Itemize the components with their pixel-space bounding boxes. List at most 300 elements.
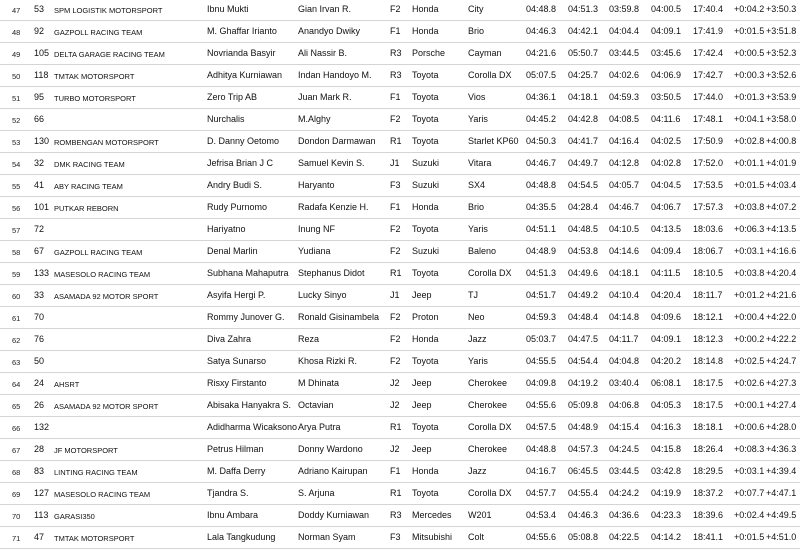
model-cell: Yaris <box>468 114 488 124</box>
total-time-cell: 18:10.5 <box>693 268 724 278</box>
table-row <box>0 373 800 395</box>
time-4-cell: 04:09.1 <box>651 334 682 344</box>
car-number-cell: 28 <box>34 444 45 454</box>
class-cell: F2 <box>390 224 401 234</box>
total-time-cell: 17:42.4 <box>693 48 724 58</box>
model-cell: Cherokee <box>468 444 508 454</box>
total-time-cell: 17:48.1 <box>693 114 724 124</box>
driver2-cell: Arya Putra <box>298 422 341 432</box>
gap-leader-cell: +3:50.3 <box>766 4 797 14</box>
car-number-cell: 130 <box>34 136 50 146</box>
gap-leader-cell: +3:52.3 <box>766 48 797 58</box>
time-4-cell: 04:23.3 <box>651 510 682 520</box>
make-cell: Suzuki <box>412 246 440 256</box>
driver1-cell: M. Daffa Derry <box>207 466 266 476</box>
time-2-cell: 04:18.1 <box>568 92 599 102</box>
class-cell: F3 <box>390 180 401 190</box>
make-cell: Toyota <box>412 356 439 366</box>
make-cell: Honda <box>412 466 439 476</box>
gap-leader-cell: +4:36.3 <box>766 444 797 454</box>
time-2-cell: 04:55.4 <box>568 488 599 498</box>
driver1-cell: Andry Budi S. <box>207 180 263 190</box>
driver1-cell: Novrianda Basyir <box>207 48 276 58</box>
total-time-cell: 17:50.9 <box>693 136 724 146</box>
car-number-cell: 53 <box>34 4 45 14</box>
time-1-cell: 04:59.3 <box>526 312 557 322</box>
total-time-cell: 17:53.5 <box>693 180 724 190</box>
class-cell: J1 <box>390 158 400 168</box>
class-cell: R1 <box>390 488 402 498</box>
model-cell: Brio <box>468 202 485 212</box>
gap-previous-cell: +0:06.3 <box>734 224 765 234</box>
car-number-cell: 47 <box>34 532 45 542</box>
time-4-cell: 04:04.5 <box>651 180 682 190</box>
driver2-cell: Adriano Kairupan <box>298 466 368 476</box>
make-cell: Toyota <box>412 114 439 124</box>
time-3-cell: 04:06.8 <box>609 400 640 410</box>
total-time-cell: 18:39.6 <box>693 510 724 520</box>
car-number-cell: 113 <box>34 510 49 520</box>
make-cell: Honda <box>412 334 439 344</box>
position-cell: 56 <box>12 204 21 213</box>
time-3-cell: 03:59.8 <box>609 4 640 14</box>
position-cell: 68 <box>12 468 21 477</box>
gap-previous-cell: +0:02.6 <box>734 378 765 388</box>
class-cell: F1 <box>390 466 401 476</box>
class-cell: F3 <box>390 532 401 542</box>
gap-previous-cell: +0:03.1 <box>734 246 765 256</box>
driver2-cell: Dondon Darmawan <box>298 136 376 146</box>
position-cell: 63 <box>12 358 21 367</box>
model-cell: W201 <box>468 510 492 520</box>
time-1-cell: 04:51.7 <box>526 290 557 300</box>
gap-leader-cell: +3:58.0 <box>766 114 797 124</box>
make-cell: Honda <box>412 4 439 14</box>
time-2-cell: 04:42.1 <box>568 26 599 36</box>
driver2-cell: Gian Irvan R. <box>298 4 352 14</box>
car-number-cell: 72 <box>34 224 45 234</box>
time-4-cell: 04:19.9 <box>651 488 682 498</box>
driver1-cell: Zero Trip AB <box>207 92 258 102</box>
time-2-cell: 04:48.4 <box>568 312 599 322</box>
gap-leader-cell: +4:51.0 <box>766 532 797 542</box>
driver1-cell: Tjandra S. <box>207 488 249 498</box>
driver2-cell: Indan Handoyo M. <box>298 70 372 80</box>
team-cell: GAZPOLL RACING TEAM <box>54 248 143 257</box>
class-cell: F2 <box>390 114 401 124</box>
time-2-cell: 05:09.8 <box>568 400 599 410</box>
driver1-cell: Abisaka Hanyakra S. <box>207 400 292 410</box>
team-cell: ROMBENGAN MOTORSPORT <box>54 138 159 147</box>
time-4-cell: 03:45.6 <box>651 48 682 58</box>
table-row <box>0 417 800 439</box>
position-cell: 60 <box>12 292 21 301</box>
total-time-cell: 17:52.0 <box>693 158 724 168</box>
table-row <box>0 263 800 285</box>
driver2-cell: Anandyo Dwiky <box>298 26 361 36</box>
car-number-cell: 26 <box>34 400 45 410</box>
total-time-cell: 18:06.7 <box>693 246 724 256</box>
model-cell: Jazz <box>468 334 487 344</box>
driver2-cell: Haryanto <box>298 180 335 190</box>
driver1-cell: Jefrisa Brian J C <box>207 158 274 168</box>
total-time-cell: 18:17.5 <box>693 400 724 410</box>
team-cell: ASAMADA 92 MOTOR SPORT <box>54 402 159 411</box>
team-cell: MASESOLO RACING TEAM <box>54 490 151 499</box>
car-number-cell: 92 <box>34 26 45 36</box>
model-cell: Corolla DX <box>468 488 512 498</box>
position-cell: 69 <box>12 490 21 499</box>
gap-previous-cell: +0:02.8 <box>734 136 765 146</box>
table-row <box>0 65 800 87</box>
table-row <box>0 461 800 483</box>
time-4-cell: 06:08.1 <box>651 378 682 388</box>
car-number-cell: 83 <box>34 466 45 476</box>
driver1-cell: M. Ghaffar Irianto <box>207 26 277 36</box>
gap-leader-cell: +4:13.5 <box>766 224 797 234</box>
table-row <box>0 241 800 263</box>
class-cell: R3 <box>390 70 402 80</box>
gap-leader-cell: +4:24.7 <box>766 356 797 366</box>
make-cell: Toyota <box>412 422 439 432</box>
position-cell: 49 <box>12 50 21 59</box>
position-cell: 58 <box>12 248 21 257</box>
position-cell: 59 <box>12 270 21 279</box>
make-cell: Toyota <box>412 136 439 146</box>
driver2-cell: Donny Wardono <box>298 444 363 454</box>
driver2-cell: Norman Syam <box>298 532 356 542</box>
table-row <box>0 87 800 109</box>
position-cell: 64 <box>12 380 21 389</box>
class-cell: F1 <box>390 202 401 212</box>
make-cell: Suzuki <box>412 180 440 190</box>
make-cell: Porsche <box>412 48 446 58</box>
make-cell: Toyota <box>412 92 439 102</box>
team-cell: PUTKAR REBORN <box>54 204 119 213</box>
model-cell: Cayman <box>468 48 502 58</box>
driver1-cell: Ibnu Ambara <box>207 510 259 520</box>
driver2-cell: Reza <box>298 334 320 344</box>
time-4-cell: 04:06.7 <box>651 202 682 212</box>
time-2-cell: 06:45.5 <box>568 466 599 476</box>
model-cell: Yaris <box>468 224 488 234</box>
driver2-cell: M Dhinata <box>298 378 340 388</box>
model-cell: Vitara <box>468 158 492 168</box>
time-1-cell: 04:55.6 <box>526 400 557 410</box>
time-4-cell: 03:42.8 <box>651 466 682 476</box>
time-4-cell: 03:50.5 <box>651 92 682 102</box>
driver1-cell: Ibnu Mukti <box>207 4 249 14</box>
total-time-cell: 18:12.1 <box>693 312 724 322</box>
gap-previous-cell: +0:03.8 <box>734 202 765 212</box>
driver1-cell: Satya Sunarso <box>207 356 267 366</box>
total-time-cell: 18:18.1 <box>693 422 724 432</box>
gap-previous-cell: +0:03.1 <box>734 466 765 476</box>
time-3-cell: 04:16.4 <box>609 136 640 146</box>
position-cell: 65 <box>12 402 21 411</box>
model-cell: Jazz <box>468 466 487 476</box>
gap-leader-cell: +3:53.9 <box>766 92 797 102</box>
driver1-cell: Rommy Junover G. <box>207 312 285 322</box>
table-row <box>0 153 800 175</box>
time-1-cell: 04:48.8 <box>526 4 557 14</box>
team-cell: JF MOTORSPORT <box>54 446 118 455</box>
team-cell: ASAMADA 92 MOTOR SPORT <box>54 292 159 301</box>
driver2-cell: M.Alghy <box>298 114 331 124</box>
team-cell: MASESOLO RACING TEAM <box>54 270 151 279</box>
car-number-cell: 50 <box>34 356 45 366</box>
make-cell: Jeep <box>412 444 432 454</box>
time-3-cell: 04:04.8 <box>609 356 640 366</box>
make-cell: Honda <box>412 202 439 212</box>
car-number-cell: 76 <box>34 334 45 344</box>
model-cell: TJ <box>468 290 478 300</box>
time-4-cell: 04:02.8 <box>651 158 682 168</box>
total-time-cell: 17:44.0 <box>693 92 724 102</box>
gap-leader-cell: +4:03.4 <box>766 180 797 190</box>
time-2-cell: 04:47.5 <box>568 334 599 344</box>
table-row <box>0 285 800 307</box>
car-number-cell: 133 <box>34 268 50 278</box>
table-row <box>0 197 800 219</box>
car-number-cell: 118 <box>34 70 49 80</box>
driver2-cell: S. Arjuna <box>298 488 335 498</box>
time-2-cell: 04:41.7 <box>568 136 599 146</box>
class-cell: F2 <box>390 334 401 344</box>
total-time-cell: 18:12.3 <box>693 334 724 344</box>
gap-leader-cell: +4:39.4 <box>766 466 797 476</box>
total-time-cell: 17:42.7 <box>693 70 724 80</box>
time-4-cell: 04:20.2 <box>651 356 682 366</box>
time-2-cell: 04:28.4 <box>568 202 599 212</box>
table-row <box>0 395 800 417</box>
make-cell: Toyota <box>412 224 439 234</box>
make-cell: Mercedes <box>412 510 452 520</box>
table-row <box>0 109 800 131</box>
position-cell: 55 <box>12 182 21 191</box>
time-2-cell: 04:48.5 <box>568 224 599 234</box>
table-row <box>0 351 800 373</box>
position-cell: 47 <box>12 6 21 15</box>
team-cell: SPM LOGISTIK MOTORSPORT <box>54 6 163 15</box>
team-cell: TMTAK MOTORSPORT <box>54 72 135 81</box>
table-row <box>0 43 800 65</box>
time-3-cell: 04:22.5 <box>609 532 640 542</box>
position-cell: 70 <box>12 512 21 521</box>
model-cell: Corolla DX <box>468 70 512 80</box>
time-1-cell: 04:46.3 <box>526 26 557 36</box>
model-cell: Yaris <box>468 356 488 366</box>
time-1-cell: 04:50.3 <box>526 136 557 146</box>
time-2-cell: 04:25.7 <box>568 70 599 80</box>
gap-leader-cell: +4:28.0 <box>766 422 797 432</box>
car-number-cell: 70 <box>34 312 45 322</box>
class-cell: F2 <box>390 246 401 256</box>
total-time-cell: 18:26.4 <box>693 444 724 454</box>
position-cell: 67 <box>12 446 21 455</box>
driver1-cell: Petrus Hilman <box>207 444 264 454</box>
time-3-cell: 04:46.7 <box>609 202 640 212</box>
time-3-cell: 04:24.5 <box>609 444 640 454</box>
total-time-cell: 18:03.6 <box>693 224 724 234</box>
time-4-cell: 04:06.9 <box>651 70 682 80</box>
time-4-cell: 04:11.5 <box>651 268 681 278</box>
class-cell: R1 <box>390 422 402 432</box>
class-cell: J2 <box>390 378 400 388</box>
driver2-cell: Radafa Kenzie H. <box>298 202 369 212</box>
time-2-cell: 04:54.4 <box>568 356 599 366</box>
driver2-cell: Octavian <box>298 400 334 410</box>
car-number-cell: 101 <box>34 202 50 212</box>
time-4-cell: 04:14.2 <box>651 532 682 542</box>
time-3-cell: 04:12.8 <box>609 158 640 168</box>
time-4-cell: 04:15.8 <box>651 444 682 454</box>
gap-previous-cell: +0:00.6 <box>734 422 765 432</box>
time-3-cell: 04:02.6 <box>609 70 640 80</box>
gap-previous-cell: +0:01.5 <box>734 532 765 542</box>
position-cell: 54 <box>12 160 21 169</box>
time-2-cell: 05:08.8 <box>568 532 599 542</box>
time-3-cell: 04:05.7 <box>609 180 640 190</box>
gap-leader-cell: +4:27.3 <box>766 378 797 388</box>
make-cell: Honda <box>412 26 439 36</box>
model-cell: Vios <box>468 92 486 102</box>
gap-previous-cell: +0:01.1 <box>734 158 765 168</box>
time-3-cell: 04:10.5 <box>609 224 640 234</box>
gap-leader-cell: +3:51.8 <box>766 26 797 36</box>
make-cell: Toyota <box>412 70 439 80</box>
model-cell: Colt <box>468 532 485 542</box>
car-number-cell: 132 <box>34 422 50 432</box>
time-4-cell: 04:00.5 <box>651 4 682 14</box>
driver1-cell: Nurchalis <box>207 114 245 124</box>
table-row <box>0 175 800 197</box>
time-3-cell: 04:24.2 <box>609 488 640 498</box>
class-cell: F1 <box>390 26 401 36</box>
make-cell: Toyota <box>412 488 439 498</box>
time-4-cell: 04:20.4 <box>651 290 682 300</box>
time-3-cell: 04:11.7 <box>609 334 639 344</box>
total-time-cell: 18:37.2 <box>693 488 724 498</box>
time-2-cell: 04:42.8 <box>568 114 599 124</box>
class-cell: R3 <box>390 48 402 58</box>
time-4-cell: 04:09.6 <box>651 312 682 322</box>
time-4-cell: 04:16.3 <box>651 422 682 432</box>
team-cell: DELTA GARAGE RACING TEAM <box>54 50 165 59</box>
team-cell: LINTING RACING TEAM <box>54 468 138 477</box>
class-cell: R3 <box>390 510 402 520</box>
driver2-cell: Ronald Gisinambela <box>298 312 380 322</box>
gap-previous-cell: +0:01.5 <box>734 180 765 190</box>
gap-previous-cell: +0:00.1 <box>734 400 765 410</box>
total-time-cell: 18:29.5 <box>693 466 724 476</box>
gap-leader-cell: +4:20.4 <box>766 268 797 278</box>
time-1-cell: 04:51.1 <box>526 224 557 234</box>
driver1-cell: Hariyatno <box>207 224 246 234</box>
time-1-cell: 04:57.7 <box>526 488 557 498</box>
car-number-cell: 67 <box>34 246 45 256</box>
driver1-cell: Denal Marlin <box>207 246 258 256</box>
time-3-cell: 04:18.1 <box>609 268 640 278</box>
position-cell: 53 <box>12 138 21 147</box>
time-3-cell: 04:59.3 <box>609 92 640 102</box>
time-3-cell: 03:44.5 <box>609 48 640 58</box>
driver2-cell: Stephanus Didot <box>298 268 365 278</box>
position-cell: 57 <box>12 226 21 235</box>
make-cell: Proton <box>412 312 439 322</box>
time-1-cell: 04:57.5 <box>526 422 557 432</box>
gap-leader-cell: +4:01.9 <box>766 158 797 168</box>
class-cell: F1 <box>390 92 401 102</box>
model-cell: Baleno <box>468 246 497 256</box>
car-number-cell: 33 <box>34 290 45 300</box>
total-time-cell: 18:17.5 <box>693 378 724 388</box>
total-time-cell: 17:41.9 <box>693 26 724 36</box>
car-number-cell: 32 <box>34 158 45 168</box>
time-1-cell: 04:51.3 <box>526 268 557 278</box>
time-3-cell: 04:15.4 <box>609 422 640 432</box>
time-2-cell: 04:19.2 <box>568 378 599 388</box>
time-2-cell: 04:49.7 <box>568 158 599 168</box>
time-1-cell: 04:21.6 <box>526 48 557 58</box>
table-row <box>0 131 800 153</box>
time-2-cell: 04:57.3 <box>568 444 599 454</box>
model-cell: City <box>468 4 484 14</box>
make-cell: Jeep <box>412 400 432 410</box>
gap-previous-cell: +0:07.7 <box>734 488 765 498</box>
model-cell: Neo <box>468 312 485 322</box>
time-1-cell: 04:48.9 <box>526 246 557 256</box>
gap-previous-cell: +0:03.8 <box>734 268 765 278</box>
time-2-cell: 04:49.6 <box>568 268 599 278</box>
time-1-cell: 04:16.7 <box>526 466 557 476</box>
time-1-cell: 04:09.8 <box>526 378 557 388</box>
car-number-cell: 66 <box>34 114 45 124</box>
gap-leader-cell: +4:00.8 <box>766 136 797 146</box>
time-1-cell: 05:07.5 <box>526 70 557 80</box>
time-3-cell: 03:44.5 <box>609 466 640 476</box>
table-row <box>0 307 800 329</box>
time-1-cell: 04:36.1 <box>526 92 557 102</box>
model-cell: Cherokee <box>468 378 508 388</box>
gap-leader-cell: +4:22.2 <box>766 334 797 344</box>
class-cell: J1 <box>390 290 400 300</box>
driver1-cell: Adhitya Kurniawan <box>207 70 283 80</box>
gap-leader-cell: +4:49.5 <box>766 510 797 520</box>
position-cell: 48 <box>12 28 21 37</box>
class-cell: J2 <box>390 444 400 454</box>
driver1-cell: Rudy Purnomo <box>207 202 268 212</box>
position-cell: 61 <box>12 314 21 323</box>
time-1-cell: 04:55.5 <box>526 356 557 366</box>
time-1-cell: 05:03.7 <box>526 334 557 344</box>
time-1-cell: 04:45.2 <box>526 114 557 124</box>
driver1-cell: Risxy Firstanto <box>207 378 267 388</box>
time-1-cell: 04:35.5 <box>526 202 557 212</box>
time-1-cell: 04:55.6 <box>526 532 557 542</box>
gap-leader-cell: +3:52.6 <box>766 70 797 80</box>
driver2-cell: Inung NF <box>298 224 336 234</box>
time-2-cell: 04:48.9 <box>568 422 599 432</box>
time-2-cell: 04:49.2 <box>568 290 599 300</box>
time-3-cell: 04:10.4 <box>609 290 640 300</box>
position-cell: 50 <box>12 72 21 81</box>
driver1-cell: Lala Tangkudung <box>207 532 276 542</box>
total-time-cell: 17:40.4 <box>693 4 724 14</box>
driver2-cell: Ali Nassir B. <box>298 48 348 58</box>
table-row <box>0 439 800 461</box>
time-1-cell: 04:48.8 <box>526 180 557 190</box>
